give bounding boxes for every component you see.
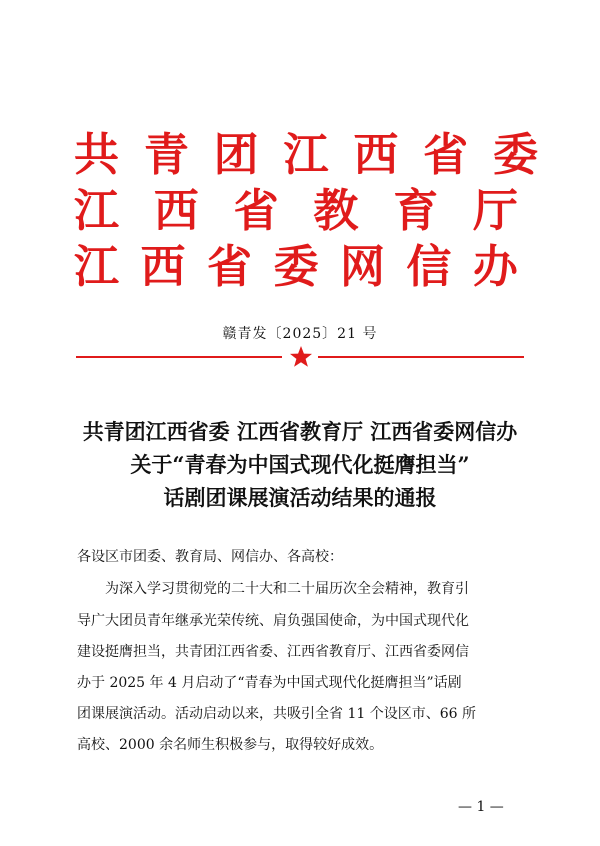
issuer-char: 江 bbox=[283, 128, 329, 181]
title-line-notice: 话剧团课展演活动结果的通报 bbox=[163, 485, 437, 510]
issuer-char: 育 bbox=[393, 184, 439, 237]
issuer-char: 省 bbox=[233, 184, 279, 237]
body-line: 高校、2000 余名师生积极参与，取得较好成效。 bbox=[77, 737, 384, 753]
issuer-char: 网 bbox=[339, 240, 385, 293]
issuer-char: 信 bbox=[406, 240, 452, 293]
issuer-line-cyberspace-office bbox=[74, 240, 518, 293]
star-shape bbox=[290, 346, 312, 367]
issuer-char: 省 bbox=[423, 128, 469, 181]
issuer-char: 委 bbox=[492, 128, 538, 181]
red-rule-right bbox=[318, 356, 524, 358]
title-line-subject: 关于“青春为中国式现代化挺膺担当” bbox=[130, 452, 470, 477]
body-line: 为深入学习贯彻党的二十大和二十届历次全会精神，教育引 bbox=[105, 581, 469, 597]
body-line: 团课展演活动。活动启动以来，共吸引全省 11 个设区市、66 所 bbox=[77, 706, 476, 722]
issuer-char: 西 bbox=[153, 184, 199, 237]
body-line: 办于 2025 年 4 月启动了“青春为中国式现代化挺膺担当”话剧 bbox=[77, 675, 462, 691]
title-line-issuers: 共青团江西省委 江西省教育厅 江西省委网信办 bbox=[82, 419, 518, 444]
issuer-char: 江 bbox=[74, 184, 120, 237]
issuer-char: 共 bbox=[74, 128, 120, 181]
issuer-char: 办 bbox=[472, 240, 518, 293]
red-rule-left bbox=[76, 356, 282, 358]
page-number: — 1 — bbox=[458, 799, 504, 815]
issuer-line-youth-league bbox=[74, 128, 538, 181]
issuer-char: 委 bbox=[273, 240, 319, 293]
red-star-icon bbox=[289, 345, 313, 369]
issuer-char: 江 bbox=[74, 240, 120, 293]
salutation: 各设区市团委、教育局、网信办、各高校： bbox=[77, 549, 343, 565]
issuer-char: 西 bbox=[140, 240, 186, 293]
issuer-char: 教 bbox=[313, 184, 359, 237]
issuer-line-education-dept bbox=[74, 184, 518, 237]
body-line: 建设挺膺担当，共青团江西省委、江西省教育厅、江西省委网信 bbox=[77, 644, 469, 660]
issuer-char: 厅 bbox=[472, 184, 518, 237]
issuer-char: 团 bbox=[213, 128, 259, 181]
document-number: 赣青发〔2025〕21 号 bbox=[222, 326, 378, 342]
issuer-char: 省 bbox=[206, 240, 252, 293]
issuer-char: 西 bbox=[353, 128, 399, 181]
issuer-char: 青 bbox=[143, 128, 189, 181]
body-line: 导广大团员青年继承光荣传统、肩负强国使命，为中国式现代化 bbox=[77, 613, 469, 629]
